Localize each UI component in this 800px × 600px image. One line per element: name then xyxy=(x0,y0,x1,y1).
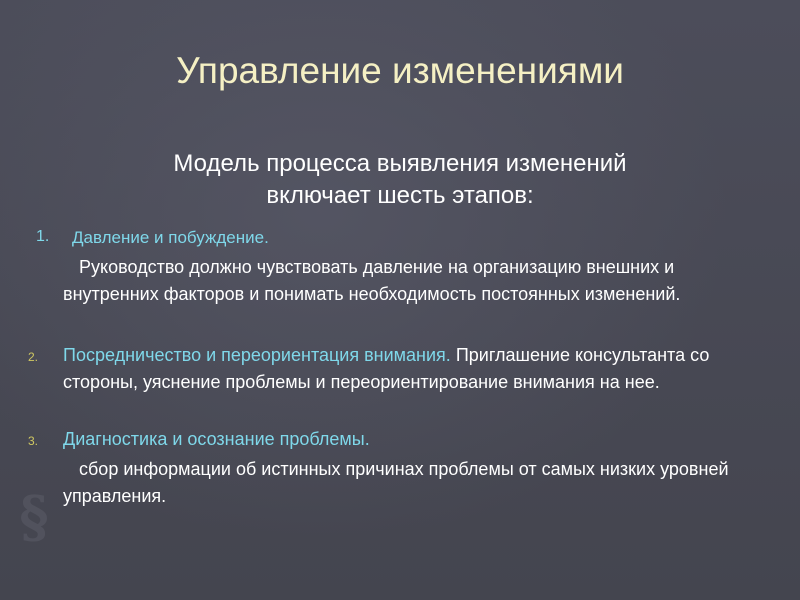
list-item-body-text: Руководство должно чувствовать давление на организацию внешних и внутренних факторов и понимать необходимость постоянных изменений. xyxy=(63,257,681,304)
subtitle-line-1: Модель процесса выявления изменений xyxy=(173,150,627,177)
slide-subtitle xyxy=(100,148,700,212)
list-item-heading-line xyxy=(63,426,743,453)
list-item-text xyxy=(63,342,743,396)
list-item-body-text: сбор информации об истинных причинах проблемы от самых низких уровней управления. xyxy=(63,459,729,506)
subtitle-line-2: включает шесть этапов: xyxy=(266,182,534,209)
list-item-body xyxy=(63,456,743,510)
list-item-number: 3. xyxy=(28,434,39,448)
list-item-heading: Посредничество и переориентация внимания. xyxy=(63,345,451,365)
list-item-heading: Диагностика и осознание проблемы. xyxy=(63,429,370,449)
list-item-heading-line xyxy=(72,224,732,251)
list-item-body xyxy=(63,254,743,308)
list-item-number: 2. xyxy=(28,350,39,364)
list-item-number: 1. xyxy=(36,228,50,245)
slide-title: Управление изменениями xyxy=(176,50,624,91)
list-item-body-text: Приглашение консультанта со стороны, уяснение проблемы и переориентирование внимания на нее. xyxy=(63,345,710,392)
decorative-glyph-icon: § xyxy=(19,484,49,550)
list-item-heading: Давление и побуждение. xyxy=(72,228,269,247)
